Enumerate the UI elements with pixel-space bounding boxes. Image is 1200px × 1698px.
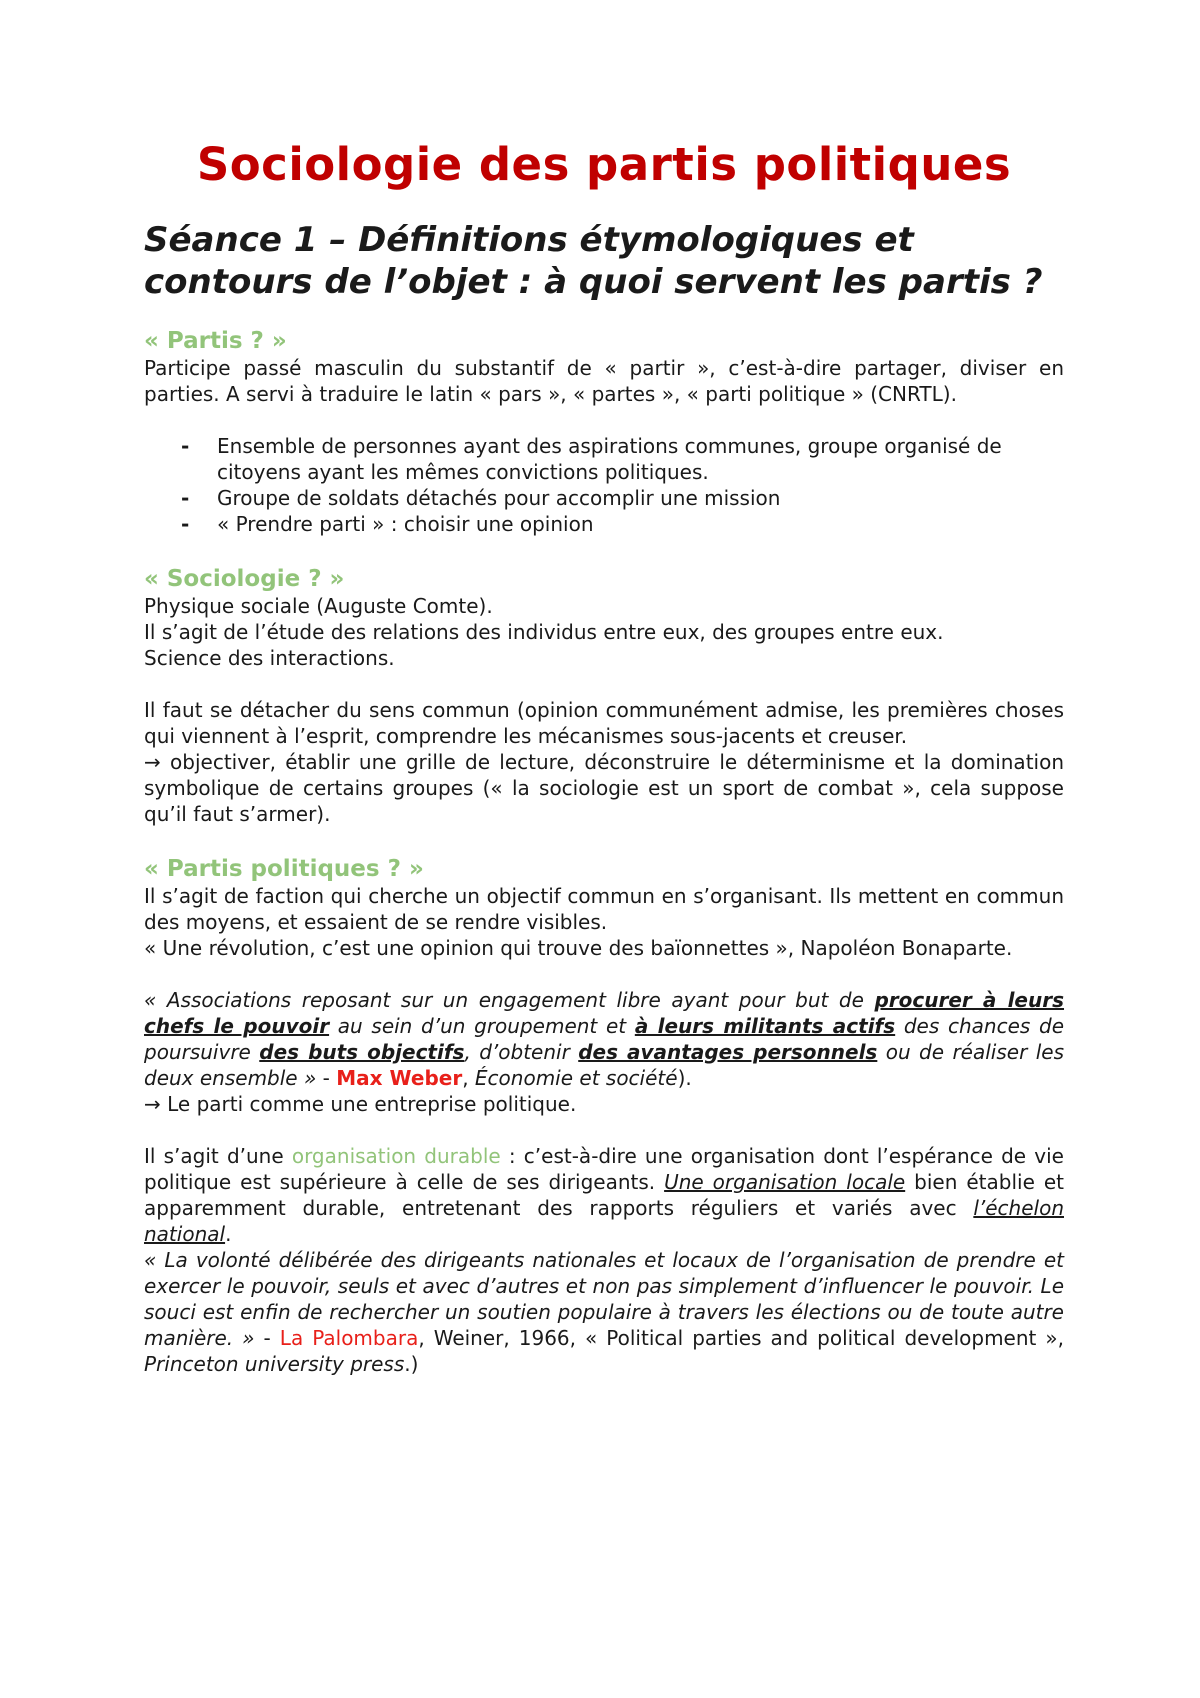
weber-quote: « Associations reposant sur un engagement libre ayant pour but de procurer à leurs chefs le pouvoir au sein d’un groupement et à leurs militants actifs des chances de poursuivre des buts objectifs, d’obtenir des avantages personnels ou de réaliser les deux ensemble » - Max Weber, Économie et société). (144, 988, 1065, 1090)
underlined-term: l’échelon national (144, 1196, 1064, 1246)
organisation-durable-paragraph: Il s’agit d’une organisation durable : c’est-à-dire une organisation dont l’espérance de vie politique est supérieure à celle de ses dirigeants. Une organisation locale bien établie et apparemment durable, entretenant des rapports réguliers et variés avec l’échelon national. (144, 1144, 1064, 1246)
list-item: - Groupe de soldats détachés pour accomplir une mission (181, 486, 781, 510)
dash-bullet-icon: - (181, 486, 190, 510)
emphasis-text: des buts objectifs (259, 1040, 465, 1064)
author-max-weber: Max Weber (336, 1066, 463, 1090)
section-partis (144, 327, 1064, 537)
sociologie-paragraph-objectiver: → objectiver, établir une grille de lecture, déconstruire le déterminisme et la domination symbolique de certains groupes (« la sociologie est un sport de combat », cela suppose qu’il faut s’armer). (144, 750, 1064, 826)
entreprise-politique-line: → Le parti comme une entreprise politique. (144, 1092, 577, 1116)
publisher: Princeton university press (144, 1352, 405, 1376)
dash-bullet-icon: - (181, 434, 190, 458)
section-sociologie (144, 565, 1064, 827)
napoleon-quote: « Une révolution, c’est une opinion qui trouve des baïonnettes », Napoléon Bonaparte. (144, 936, 1013, 960)
partis-definition: Participe passé masculin du substantif de « partir », c’est-à-dire partager, diviser en parties. A servi à traduire le latin « pars », « partes », « parti politique » (CNRTL). (144, 356, 1064, 406)
palombara-quote: « La volonté délibérée des dirigeants nationales et locaux de l’organisation de prendre et exercer le pouvoir, seuls et avec d’autres et non pas simplement d’influencer le pouvoir. Le souci est enfin de rechercher un soutien populaire à travers les élections ou de toute autre manière. » - La Palombara, Weiner, 1966, « Political parties and political development », Princeton university press.) (144, 1248, 1064, 1376)
section-heading-partis: « Partis ? » (144, 328, 287, 354)
partis-meanings-list (144, 433, 1064, 537)
section-heading-partis-politiques: « Partis politiques ? » (144, 856, 424, 882)
list-item: - Ensemble de personnes ayant des aspirations communes, groupe organisé de citoyens ayant les mêmes convictions politiques. (181, 434, 1002, 484)
work-title: Économie et société (474, 1066, 678, 1090)
author-la-palombara: La Palombara (279, 1326, 419, 1350)
dash-bullet-icon: - (181, 512, 190, 536)
session-subtitle: Séance 1 – Définitions étymologiques et contours de l’objet : à quoi servent les partis ? (144, 220, 1043, 302)
sociologie-line-2: Il s’agit de l’étude des relations des individus entre eux, des groupes entre eux. (144, 620, 944, 644)
emphasis-text: des avantages personnels (578, 1040, 878, 1064)
underlined-term: Une organisation locale (664, 1170, 906, 1194)
page-title: Sociologie des partis politiques (196, 138, 1012, 191)
emphasis-text: procurer à leurs chefs le pouvoir (144, 988, 1065, 1038)
faction-paragraph: Il s’agit de faction qui cherche un objectif commun en s’organisant. Ils mettent en commun des moyens, et essaient de se rendre visibles. (144, 884, 1064, 934)
section-partis-politiques (144, 855, 1064, 1377)
sociologie-paragraph-sens-commun: Il faut se détacher du sens commun (opinion communément admise, les premières choses qui viennent à l’esprit, comprendre les mécanismes sous-jacents et creuser. (144, 698, 1064, 748)
sociologie-line-3: Science des interactions. (144, 646, 395, 670)
highlight-organisation-durable: organisation durable (291, 1144, 501, 1168)
list-item: - « Prendre parti » : choisir une opinion (181, 512, 594, 536)
section-heading-sociologie: « Sociologie ? » (144, 566, 345, 592)
sociologie-line-1: Physique sociale (Auguste Comte). (144, 594, 493, 618)
emphasis-text: à leurs militants actifs (634, 1014, 896, 1038)
